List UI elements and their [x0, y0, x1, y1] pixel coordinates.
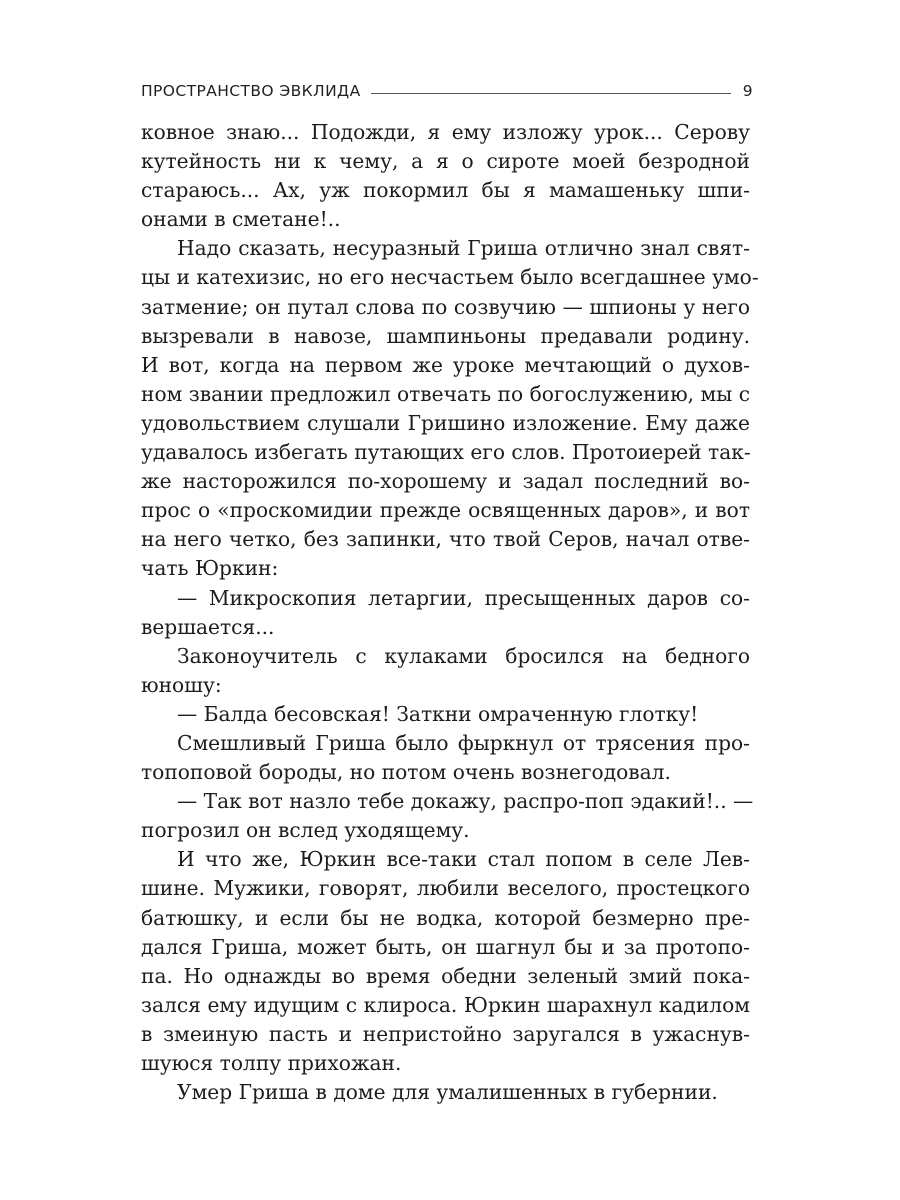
text-line: Надо сказать, несуразный Гриша отлично знал свят-: [177, 236, 750, 261]
text-line: затмение; он путал слова по созвучию — шпионы у него: [141, 294, 750, 319]
text-line: цы и катехизис, но его несчастьем было всегдашнее умо-: [141, 265, 759, 290]
text-line: на него четко, без запинки, что твой Серов, начал отве-: [141, 527, 750, 552]
text-line: удавалось избегать путающих его слов. Протоиерей так-: [141, 440, 751, 465]
text-line: юношу:: [141, 672, 222, 697]
text-line: — Так вот назло тебе докажу, распро-поп эдакий!.. —: [177, 789, 754, 814]
text-line: шине. Мужики, говорят, любили веселого, простецкого: [141, 876, 750, 901]
text-line: шуюся толпу прихожан.: [141, 1051, 402, 1075]
running-header: [141, 76, 753, 100]
text-line: кутейность ни к чему, а я о сироте моей безродной: [141, 149, 750, 174]
text-line: онами в сметане!..: [141, 207, 341, 232]
text-line: ном звании предложил отвечать по богослужению, мы с: [141, 381, 750, 406]
text-line: погрозил он вслед уходящему.: [141, 818, 470, 843]
text-line: Законоучитель с кулаками бросился на бедного: [177, 643, 750, 668]
page-number: 9: [742, 82, 753, 100]
body-text: [141, 118, 759, 1107]
text-line: в змеиную пасть и непристойно заругался в ужаснув-: [141, 1021, 750, 1046]
header-rule: [371, 93, 731, 94]
text-line: И что же, Юркин все-таки стал попом в селе Лев-: [177, 847, 750, 872]
text-line: прос о «проскомидии прежде освященных даров», и вот: [141, 498, 750, 523]
text-line: — Балда бесовская! Заткни омраченную глотку!: [177, 701, 699, 726]
text-line: чать Юркин:: [141, 556, 279, 581]
text-line: Смешливый Гриша было фыркнул от трясения про-: [177, 730, 750, 755]
text-line: же насторожился по-хорошему и задал последний во-: [141, 469, 750, 494]
text-line: топоповой бороды, но потом очень вознегодовал.: [141, 760, 671, 785]
text-line: дался Гриша, может быть, он шагнул бы и за протопо-: [141, 934, 750, 959]
text-line: Умер Гриша в доме для умалишенных в губернии.: [177, 1080, 718, 1105]
text-line: вызревали в навозе, шампиньоны предавали родину.: [141, 323, 750, 348]
text-line: батюшку, и если бы не водка, которой безмерно пре-: [141, 905, 750, 930]
text-line: па. Но однажды во время обедни зеленый змий пока-: [141, 963, 750, 988]
text-line: зался ему идущим с клироса. Юркин шарахнул кадилом: [141, 992, 750, 1017]
text-line: И вот, когда на первом же уроке мечтающий о духов-: [141, 352, 750, 377]
running-header-title: ПРОСТРАНСТВО ЭВКЛИДА: [141, 82, 361, 100]
text-line: удовольствием слушали Гришино изложение. Ему даже: [141, 410, 750, 435]
text-line: стараюсь... Ах, уж покормил бы я мамашеньку шпи-: [141, 178, 750, 203]
text-line: — Микроскопия летаргии, пресыщенных даров со-: [177, 585, 750, 610]
text-line: ковное знаю... Подожди, я ему изложу урок... Серову: [141, 120, 750, 144]
text-line: вершается...: [141, 614, 275, 639]
